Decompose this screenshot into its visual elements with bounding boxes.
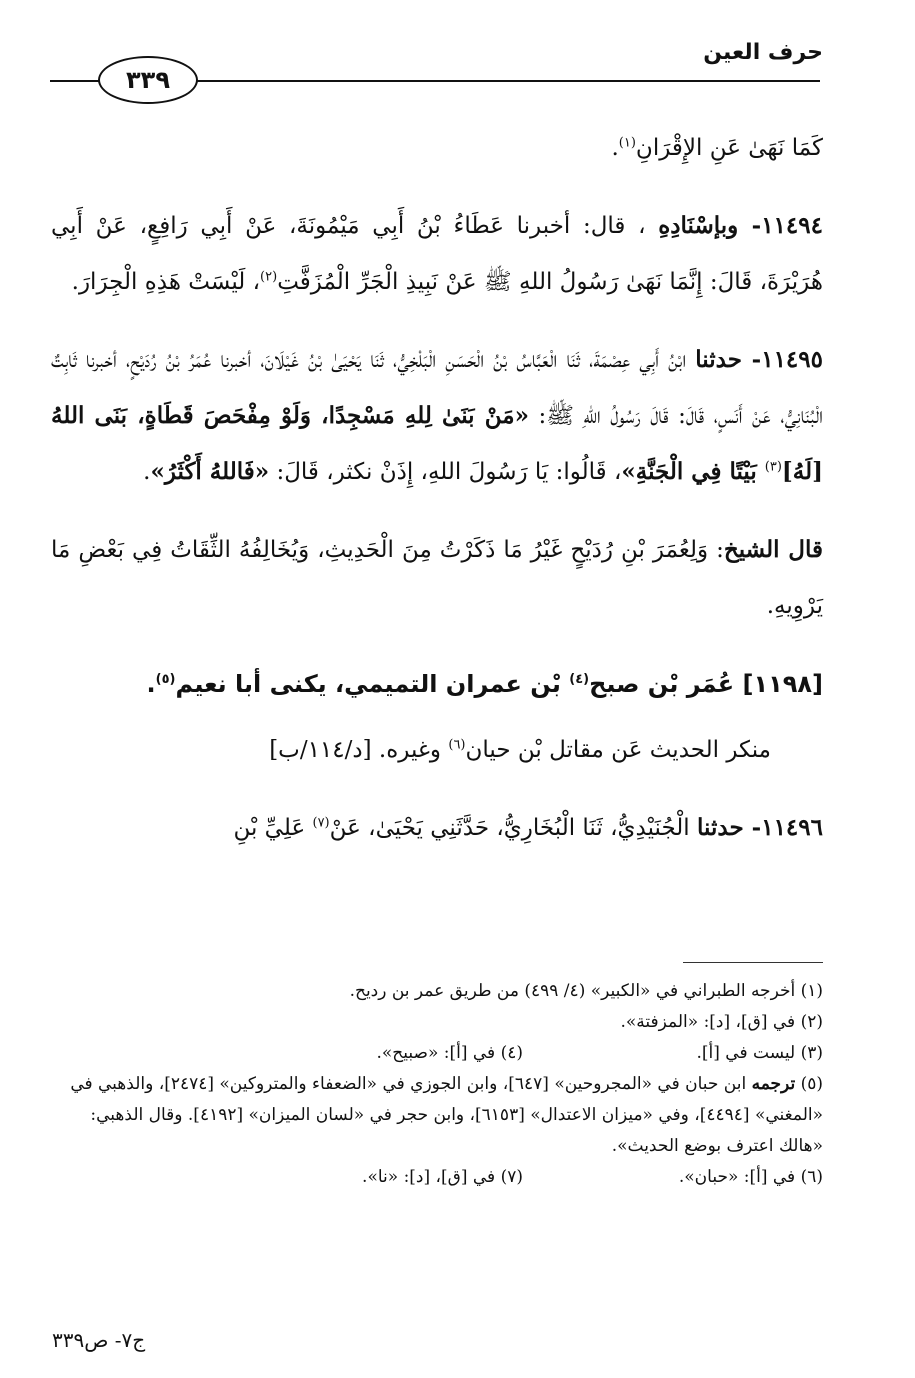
keyword: حدثنا bbox=[695, 346, 742, 373]
hadith-number: ١١٤٩٥- bbox=[741, 346, 823, 373]
keyword: وبإسْنَادِهِ bbox=[658, 212, 739, 239]
footnote-3: (٣) ليست في [أ]. bbox=[696, 1043, 823, 1063]
footnotes bbox=[51, 976, 823, 1193]
entry-heading-1198: [١١٩٨] عُمَر بْن صبح$^{(٤)}$ بْن عمران التميمي، يكنى أبا نعيم$^{(٥)}$. bbox=[146, 670, 823, 698]
footnote-7: (٧) في [ق]، [د]: «نا». bbox=[362, 1167, 523, 1187]
hadith-number: ١١٤٩٦- bbox=[743, 814, 823, 841]
hadith-quote: «مَنْ بَنَىٰ لِلهِ مَسْجِدًا، وَلَوْ مِفْحَصَ قَطَاةٍ، بَنَى اللهُ [لَهُ] bbox=[51, 402, 823, 485]
footnote-ref[interactable]: (٥) bbox=[155, 672, 176, 687]
keyword: ترجمه bbox=[751, 1074, 796, 1094]
sheikh-comment: قال الشيخ: وَلِعُمَرَ بْنِ رُدَيْحٍ غَيْرُ مَا ذَكَرْتُ مِنَ الْحَدِيثِ، وَيُخَالِفُهُ الثِّقَاتُ فِي بَعْضِ مَا يَرْوِيهِ. bbox=[51, 536, 823, 619]
hadith-quote: بَيْتًا فِي الْجَنَّةِ» bbox=[621, 458, 765, 485]
footnote-2: (٢) في [ق]، [د]: «المزفتة». bbox=[620, 1012, 823, 1032]
footnote-ref[interactable]: (٢) bbox=[260, 269, 278, 285]
main-text bbox=[51, 120, 823, 878]
keyword: قال الشيخ bbox=[723, 536, 823, 563]
chapter-title: حرف العين bbox=[703, 40, 823, 65]
paragraph-intro: كَمَا نَهَىٰ عَنِ الإِقْرَانِ$^{(١)}$. bbox=[611, 135, 823, 161]
hadith-11496: ١١٤٩٦- حدثنا الْجُنَيْدِيُّ، ثَنَا الْبُخَارِيُّ، حَدَّثَنِي يَحْيَىٰ، عَنْ$^{(٧)}$ عَلِيِّ بْنِ bbox=[233, 814, 823, 841]
footnote-ref[interactable]: (٣) bbox=[764, 459, 782, 475]
hadith-11494: ١١٤٩٤- وبإسْنَادِهِ ، قال: أخبرنا عَطَاءُ بْنُ أَبِي مَيْمُونَةَ، عَنْ أَبِي رَافِعٍ، عَنْ أَبِي هُرَيْرَةَ، قَالَ: إِنَّمَا نَهَىٰ رَسُولُ اللهِ ﷺ عَنْ نَبِيذِ الْجَرِّ الْمُزَفَّتِ$^{(٢)}$، لَيْسَتْ هَذِهِ الْجِرَارَ. bbox=[51, 212, 823, 295]
footnote-4: (٤) في [أ]: «صبيح». bbox=[376, 1043, 523, 1063]
footnote-ref[interactable]: (٦) bbox=[448, 737, 466, 753]
footnote-ref[interactable]: (١) bbox=[618, 135, 636, 151]
footnote-rule bbox=[683, 962, 823, 963]
footnote-ref[interactable]: (٧) bbox=[312, 815, 330, 831]
footnote-5: (٥) ترجمه ابن حبان في «المجروحين» [٦٤٧]، وابن الجوزي في «الضعفاء والمتروكين» [٢٤٧٤]، والذهبي في «المغني» [٤٤٩٤]، وفي «ميزان الاعتدال» [٦١٥٣]، وابن حجر في «لسان الميزان» [٤١٩٢]. وقال الذهبي: «هالك اعترف بوضع الحديث». bbox=[70, 1074, 823, 1156]
footnote-6: (٦) في [أ]: «حبان». bbox=[678, 1167, 823, 1187]
hadith-11495: ١١٤٩٥- حدثنا ابْنُ أَبِي عِصْمَةَ، ثَنَا الْعَبَّاسُ بْنُ الْحَسَنِ الْبَلْخِيُّ، ثَنَا يَحْيَىٰ بْنُ غَيْلَانَ، أخبرنا عُمَرُ بْنُ رُدَيْحٍ، أخبرنا ثَابِتٌ الْبُنَانِيُّ، عَنْ أَنَسٍ، قَالَ: قَالَ رَسُولُ اللهِ ﷺ: «مَنْ بَنَىٰ لِلهِ مَسْجِدًا، وَلَوْ مِفْحَصَ قَطَاةٍ، بَنَى اللهُ [لَهُ]$^{(٣)}$ بَيْتًا فِي الْجَنَّةِ»، قَالُوا: يَا رَسُولَ اللهِ، إِذَنْ نكثر، قَالَ: «فَاللهُ أَكْثَرُ». bbox=[51, 346, 823, 485]
entry-description: منكر الحديث عَن مقاتل بْن حيان$^{(٦)}$ وغيره. [د/١١٤/ب] bbox=[269, 737, 771, 763]
keyword: حدثنا bbox=[697, 814, 744, 841]
footnote-1: (١) أخرجه الطبراني في «الكبير» (٤/ ٤٩٩) من طريق عمر بن رديح. bbox=[349, 981, 823, 1001]
page-number-badge: ٣٣٩ bbox=[98, 56, 198, 104]
volume-page-footer: ج٧- ص٣٣٩ bbox=[52, 1328, 146, 1352]
hadith-quote: «فَاللهُ أَكْثَرُ» bbox=[150, 458, 270, 485]
hadith-number: ١١٤٩٤- bbox=[738, 212, 823, 239]
footnote-row-6-7 bbox=[51, 1162, 823, 1193]
footnote-ref[interactable]: (٤) bbox=[569, 672, 590, 687]
footnote-row-3-4 bbox=[51, 1038, 823, 1069]
